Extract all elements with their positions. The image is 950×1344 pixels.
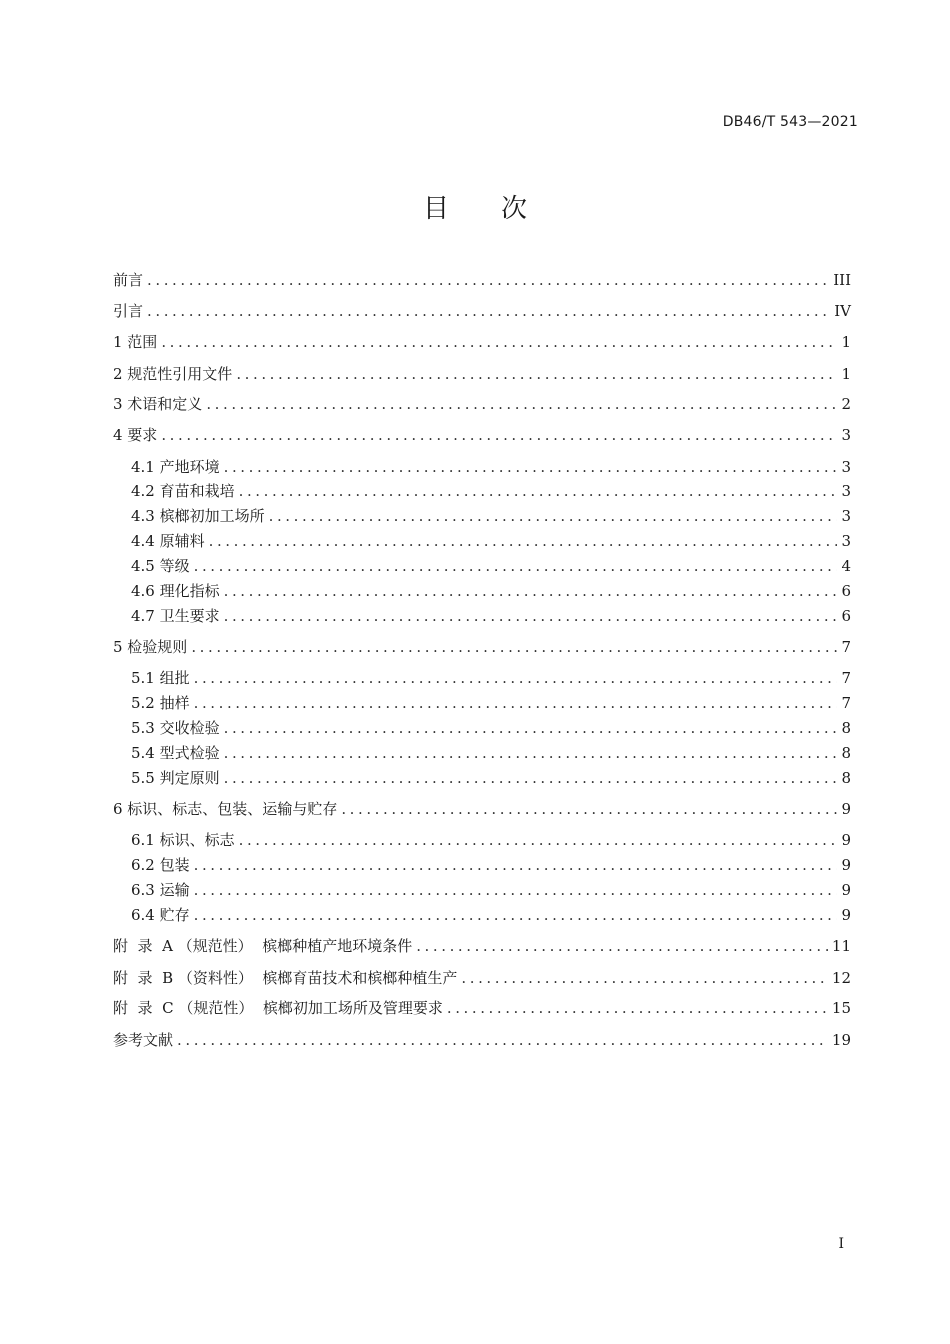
toc-entry-introduction[interactable]: 引言 . . . IV [113,300,851,322]
toc-entry-5-1[interactable]: 5.1 组批 . . . 7 [113,667,851,689]
toc-entry-appendix-c[interactable]: 附 录 C （规范性） 槟榔初加工场所及管理要求 . . . 15 [113,997,851,1019]
toc-entry-foreword[interactable]: 前言 . . . III [113,269,851,291]
toc-entry-4-5[interactable]: 4.5 等级 . . . 4 [113,555,851,577]
toc-entry-6-3[interactable]: 6.3 运输 . . . 9 [113,879,851,901]
toc-entry-4-7[interactable]: 4.7 卫生要求 . . . 6 [113,605,851,627]
toc-entry-6[interactable]: 6 标识、标志、包装、运输与贮存 . . . 9 [113,798,851,820]
page-number: I [838,1236,844,1252]
toc-entry-3[interactable]: 3 术语和定义 . . . 2 [113,393,851,415]
document-code: DB46/T 543—2021 [722,114,858,130]
toc-entry-4-1[interactable]: 4.1 产地环境 . . . 3 [113,456,851,478]
toc-entry-4-2[interactable]: 4.2 育苗和栽培 . . . 3 [113,480,851,502]
toc-entry-5[interactable]: 5 检验规则 . . . 7 [113,636,851,658]
toc-title-part2: 次 [501,194,528,224]
toc-entry-appendix-a[interactable]: 附 录 A （规范性） 槟榔种植产地环境条件 . . . 11 [113,935,851,957]
toc-entry-5-2[interactable]: 5.2 抽样 . . . 7 [113,692,851,714]
toc-entry-5-5[interactable]: 5.5 判定原则 . . . 8 [113,767,851,789]
toc-entry-5-4[interactable]: 5.4 型式检验 . . . 8 [113,742,851,764]
toc-title-part1: 目 [422,194,449,224]
toc-entry-6-1[interactable]: 6.1 标识、标志 . . . 9 [113,829,851,851]
toc-entry-6-2[interactable]: 6.2 包装 . . . 9 [113,854,851,876]
toc-entry-references[interactable]: 参考文献 . . . 19 [113,1029,851,1051]
toc-entry-2[interactable]: 2 规范性引用文件 . . . 1 [113,363,851,385]
toc-entry-5-3[interactable]: 5.3 交收检验 . . . 8 [113,717,851,739]
toc-entry-1[interactable]: 1 范围 . . . 1 [113,331,851,353]
toc-entry-4-3[interactable]: 4.3 槟榔初加工场所 . . . 3 [113,505,851,527]
toc-entry-4[interactable]: 4 要求 . . . 3 [113,424,851,446]
toc-entry-appendix-b[interactable]: 附 录 B （资料性） 槟榔育苗技术和槟榔种植生产 . . . 12 [113,967,851,989]
toc-entry-4-6[interactable]: 4.6 理化指标 . . . 6 [113,580,851,602]
toc-entry-6-4[interactable]: 6.4 贮存 . . . 9 [113,904,851,926]
toc-title [0,188,950,225]
toc-entry-4-4[interactable]: 4.4 原辅料 . . . 3 [113,530,851,552]
